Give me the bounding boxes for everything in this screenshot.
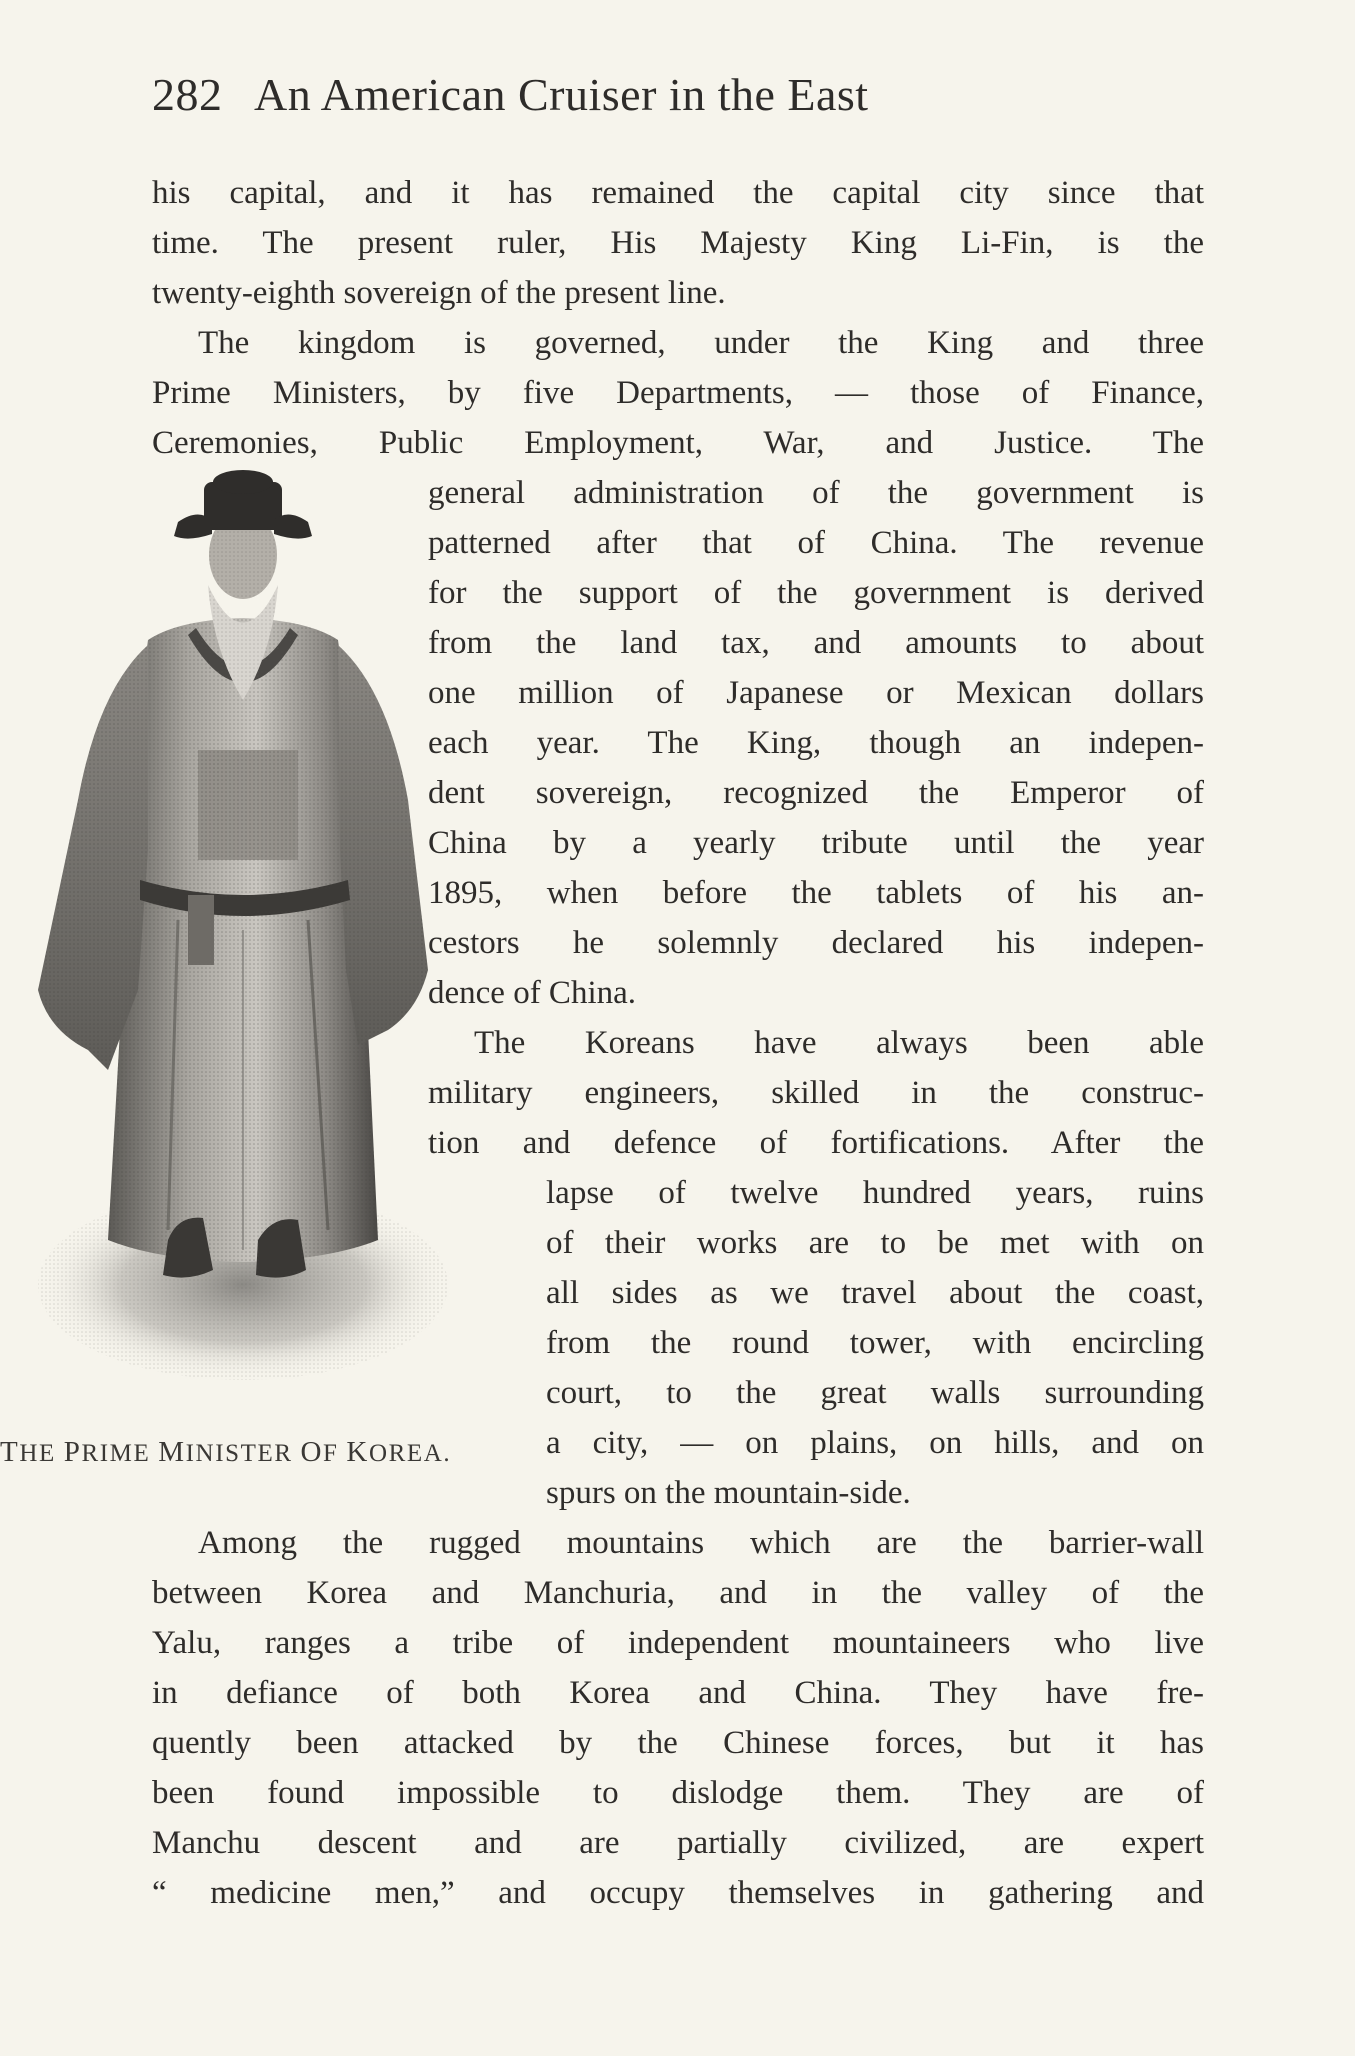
text-line: The Koreans have always been able — [474, 1025, 1204, 1061]
text-line: each year. The King, though an indepen- — [428, 725, 1204, 761]
text-line: military engineers, skilled in the construc- — [428, 1075, 1204, 1111]
page-number: 282 — [152, 69, 223, 120]
text-line: his capital, and it has remained the capital city since that — [152, 175, 1204, 211]
portrait-figure — [28, 470, 448, 1400]
book-title: An American Cruiser in the East — [253, 69, 869, 120]
text-line: dence of China. — [428, 975, 637, 1011]
text-line: China by a yearly tribute until the year — [428, 825, 1204, 861]
figure-caption: THE PRIME MINISTER OF KOREA. — [0, 1436, 452, 1468]
text-line: between Korea and Manchuria, and in the valley of the — [152, 1575, 1204, 1611]
text-line: for the support of the government is derived — [428, 575, 1204, 611]
text-line: all sides as we travel about the coast, — [546, 1275, 1204, 1311]
text-line: Manchu descent and are partially civilized, are expert — [152, 1825, 1204, 1861]
text-line: been found impossible to dislodge them. They are of — [152, 1775, 1204, 1811]
running-head — [152, 68, 869, 121]
text-line: court, to the great walls surrounding — [546, 1375, 1204, 1411]
prime-minister-portrait — [28, 470, 448, 1400]
text-line: general administration of the government is — [428, 475, 1204, 511]
text-line: cestors he solemnly declared his indepen- — [428, 925, 1204, 961]
text-line: time. The present ruler, His Majesty King Li-Fin, is the — [152, 225, 1204, 261]
text-line: from the round tower, with encircling — [546, 1325, 1204, 1361]
text-line: twenty-eighth sovereign of the present line. — [152, 275, 726, 311]
text-line: from the land tax, and amounts to about — [428, 625, 1204, 661]
text-line: one million of Japanese or Mexican dollars — [428, 675, 1204, 711]
text-line: Prime Ministers, by five Departments, — those of Finance, — [152, 375, 1204, 411]
text-line: a city, — on plains, on hills, and on — [546, 1425, 1204, 1461]
text-line: quently been attacked by the Chinese forces, but it has — [152, 1725, 1204, 1761]
text-line: spurs on the mountain-side. — [546, 1475, 911, 1511]
text-line: 1895, when before the tablets of his an- — [428, 875, 1204, 911]
text-line: Yalu, ranges a tribe of independent mountaineers who live — [152, 1625, 1204, 1661]
text-line: “ medicine men,” and occupy themselves in gathering and — [152, 1875, 1204, 1911]
text-line: Among the rugged mountains which are the barrier-wall — [198, 1525, 1204, 1561]
text-line: of their works are to be met with on — [546, 1225, 1204, 1261]
text-line: dent sovereign, recognized the Emperor of — [428, 775, 1204, 811]
text-line: patterned after that of China. The revenue — [428, 525, 1204, 561]
text-line: The kingdom is governed, under the King and three — [198, 325, 1204, 361]
text-line: Ceremonies, Public Employment, War, and Justice. The — [152, 425, 1204, 461]
text-line: tion and defence of fortifications. After the — [428, 1125, 1204, 1161]
text-line: lapse of twelve hundred years, ruins — [546, 1175, 1204, 1211]
text-line: in defiance of both Korea and China. They have fre- — [152, 1675, 1204, 1711]
